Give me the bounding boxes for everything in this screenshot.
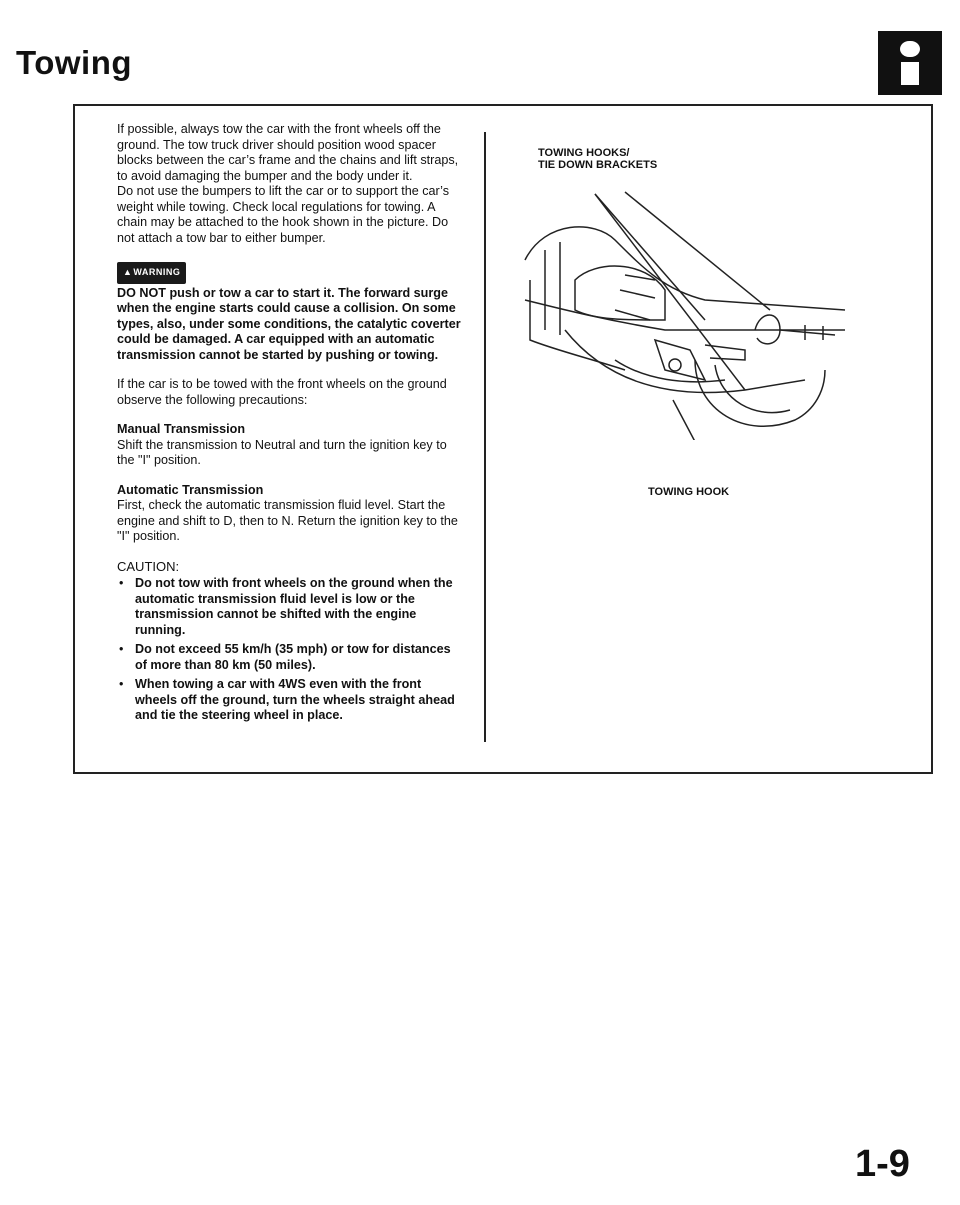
manual-heading: Manual Transmission (117, 422, 246, 436)
label-towing-hooks: TOWING HOOKS/ TIE DOWN BRACKETS (538, 147, 658, 171)
warning-badge: ▲WARNING (117, 262, 186, 284)
caution-item: • Do not exceed 55 km/h (35 mph) or tow for distances of more than 80 km (50 miles). (135, 642, 463, 673)
page-number: 1-9 (855, 1143, 910, 1185)
intro-paragraph-2: Do not use the bumpers to lift the car or to support the car’s weight while towing. Check local regulations for towing. A chain may be attached to the hook shown in the picture. Do not attach a tow bar to either bumper. (117, 184, 450, 245)
caution-heading: CAUTION: (117, 558, 180, 574)
warning-text: DO NOT push or tow a car to start it. The forward surge when the engine starts could cause a collision. On some types, also, under some conditions, the catalytic coverter could be damaged. A car equipped with an automatic transmission cannot be started by pushing or towing. (117, 285, 461, 362)
page-title: Towing (16, 44, 133, 81)
warning-triangle-icon: ▲ (123, 267, 133, 277)
text-column (117, 122, 463, 728)
label-towing-hook: TOWING HOOK (648, 486, 730, 498)
manual-section (117, 422, 463, 469)
warning-block (117, 260, 463, 363)
caution-item: • Do not tow with front wheels on the ground when the automatic transmission fluid level is low or the transmission cannot be shifted with the engine running. (135, 576, 463, 638)
caution-item: • When towing a car with 4WS even with the front wheels off the ground, turn the wheels straight ahead and tie the steering wheel in place. (135, 677, 463, 724)
info-icon (878, 31, 942, 95)
automatic-heading: Automatic Transmission (117, 482, 264, 497)
caution-block (117, 559, 463, 724)
automatic-text: First, check the automatic transmission fluid level. Start the engine and shift to D, then to N. Return the ignition key to the "I" position. (117, 498, 458, 543)
manual-text: Shift the transmission to Neutral and turn the ignition key to the "I" position. (117, 437, 447, 467)
towing-hook-illustration (505, 180, 865, 440)
front-wheels-paragraph: If the car is to be towed with the front wheels on the ground observe the following precautions: (117, 377, 447, 407)
automatic-section (117, 483, 463, 545)
intro-paragraph: If possible, always tow the car with the front wheels off the ground. The tow truck driver should position wood spacer blocks between the car’s frame and the chains and lift straps, to avoid damaging the bumper and the body under it. (117, 122, 459, 183)
column-divider (484, 132, 486, 742)
caution-list (117, 576, 463, 724)
